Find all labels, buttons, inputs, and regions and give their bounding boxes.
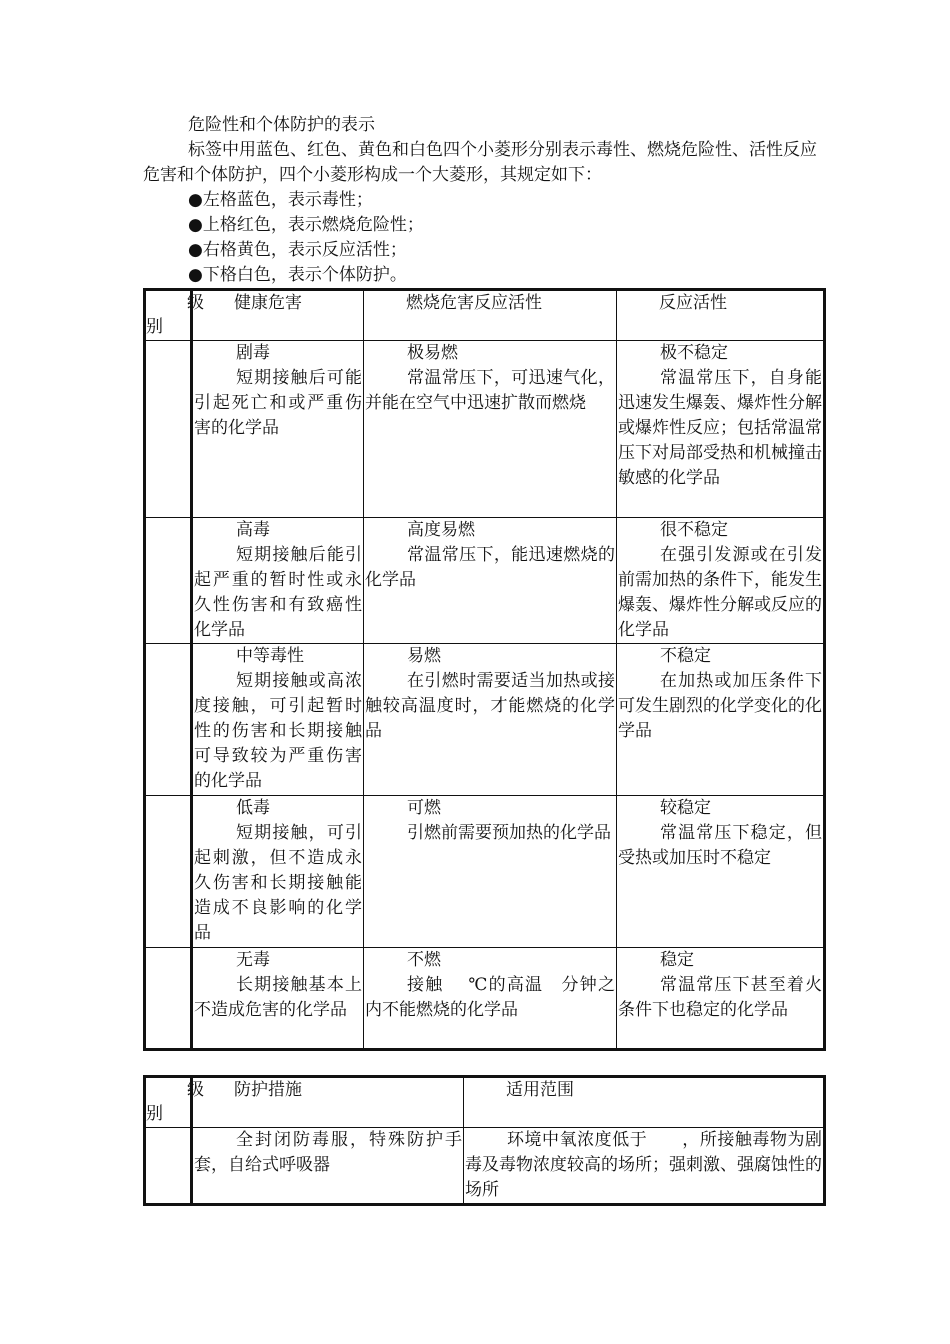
level-header-cell — [145, 1077, 192, 1128]
level-cell — [145, 644, 192, 796]
scope-desc: 环境中氧浓度低于 ，所接触毒物为剧毒及毒物浓度较高的场所；强刺激、强腐蚀性的场所 — [465, 1130, 822, 1200]
health-desc: 短期接触后可能引起死亡和或严重伤害的化学品 — [194, 368, 362, 438]
reactivity-desc: 在强引发源或在引发前需加热的条件下，能发生爆轰、爆炸性分解或反应的化学品 — [618, 545, 822, 640]
reactivity-level: 稳定 — [660, 950, 694, 970]
health-level: 低毒 — [236, 798, 270, 818]
table-header-row — [145, 290, 825, 341]
health-desc: 长期接触基本上不造成危害的化学品 — [194, 975, 362, 1020]
health-level: 剧毒 — [236, 343, 270, 363]
table-row — [145, 948, 825, 1050]
reactivity-desc: 常温常压下，自身能迅速发生爆轰、爆炸性分解或爆炸性反应；包括常温常压下对局部受热和机械撞击敏感的化学品 — [618, 368, 822, 488]
fire-desc: 常温常压下，能迅速燃烧的化学品 — [365, 545, 615, 590]
measure-desc: 全封闭防毒服，特殊防护手套，自给式呼吸器 — [194, 1130, 462, 1175]
level-cell — [145, 948, 192, 1050]
level-header-top: 级 — [187, 1080, 204, 1100]
table-header-row — [145, 1077, 825, 1128]
bullet-item: ●下格白色，表示个体防护。 — [188, 265, 407, 285]
reactivity-level: 极不稳定 — [660, 343, 728, 363]
fire-level: 易燃 — [407, 646, 441, 666]
level-cell — [145, 796, 192, 948]
bullet-item: ●右格黄色，表示反应活性； — [188, 240, 407, 260]
reactivity-desc: 常温常压下稳定，但受热或加压时不稳定 — [618, 823, 822, 868]
health-cell — [192, 644, 364, 796]
reactivity-desc: 在加热或加压条件下可发生剧烈的化学变化的化学品 — [618, 671, 822, 741]
table-row — [145, 1128, 825, 1205]
reactivity-cell — [617, 518, 825, 644]
fire-cell — [364, 796, 617, 948]
fire-level: 极易燃 — [407, 343, 458, 363]
health-cell — [192, 518, 364, 644]
fire-desc: 引燃前需要预加热的化学品 — [407, 823, 611, 843]
fire-level: 可燃 — [407, 798, 441, 818]
health-level: 高毒 — [236, 520, 270, 540]
fire-cell — [364, 948, 617, 1050]
reactivity-header: 反应活性 — [617, 290, 825, 341]
fire-cell — [364, 644, 617, 796]
bullet-item: ●上格红色，表示燃烧危险性； — [188, 215, 424, 235]
fire-header: 燃烧危害反应活性 — [364, 290, 617, 341]
health-level: 无毒 — [236, 950, 270, 970]
reactivity-level: 很不稳定 — [660, 520, 728, 540]
fire-desc: 在引燃时需要适当加热或接触较高温度时，才能燃烧的化学品 — [365, 671, 615, 741]
health-cell — [192, 341, 364, 518]
reactivity-level: 较稳定 — [660, 798, 711, 818]
reactivity-level: 不稳定 — [660, 646, 711, 666]
measure-cell — [192, 1128, 464, 1205]
level-cell — [145, 518, 192, 644]
health-cell — [192, 948, 364, 1050]
reactivity-cell — [617, 948, 825, 1050]
hazard-level-table — [143, 288, 826, 1051]
health-desc: 短期接触，可引起刺激，但不造成永久伤害和长期接触能造成不良影响的化学品 — [194, 823, 362, 943]
level-cell — [145, 1128, 192, 1205]
level-cell — [145, 341, 192, 518]
fire-level: 高度易燃 — [407, 520, 475, 540]
health-header: 健康危害 — [234, 293, 302, 313]
protection-table — [143, 1075, 826, 1206]
fire-cell — [364, 341, 617, 518]
level-header-bottom: 别 — [146, 1104, 163, 1124]
table-row — [145, 341, 825, 518]
reactivity-cell — [617, 644, 825, 796]
reactivity-cell — [617, 796, 825, 948]
bullet-item: ●左格蓝色，表示毒性； — [188, 190, 373, 210]
health-desc: 短期接触或高浓度接触，可引起暂时性的伤害和长期接触可导致较为严重伤害的化学品 — [194, 671, 362, 791]
measure-header: 防护措施 — [234, 1080, 302, 1100]
measure-header-cell — [187, 1077, 464, 1128]
table-row — [145, 518, 825, 644]
scope-header: 适用范围 — [464, 1077, 825, 1128]
document-page — [143, 113, 823, 1206]
health-desc: 短期接触后能引起严重的暂时性或永久性伤害和有致癌性化学品 — [194, 545, 362, 640]
fire-desc: 接触 ℃的高温 分钟之内不能燃烧的化学品 — [365, 975, 615, 1020]
table-row — [145, 644, 825, 796]
intro-paragraph: 标签中用蓝色、红色、黄色和白色四个小菱形分别表示毒性、燃烧危险性、活性反应危害和个体防护，四个小菱形构成一个大菱形，其规定如下： — [143, 140, 817, 185]
reactivity-desc: 常温常压下甚至着火条件下也稳定的化学品 — [618, 975, 822, 1020]
level-header-top: 级 — [187, 293, 204, 313]
scope-cell — [464, 1128, 825, 1205]
reactivity-cell — [617, 341, 825, 518]
table-row — [145, 796, 825, 948]
fire-desc: 常温常压下，可迅速气化，并能在空气中迅速扩散而燃烧 — [365, 368, 615, 413]
health-cell — [192, 796, 364, 948]
health-level: 中等毒性 — [236, 646, 304, 666]
level-header-cell — [145, 290, 192, 341]
health-header-cell — [187, 290, 364, 341]
fire-level: 不燃 — [407, 950, 441, 970]
level-header-bottom: 别 — [146, 317, 163, 337]
section-heading: 危险性和个体防护的表示 — [188, 115, 375, 135]
fire-cell — [364, 518, 617, 644]
